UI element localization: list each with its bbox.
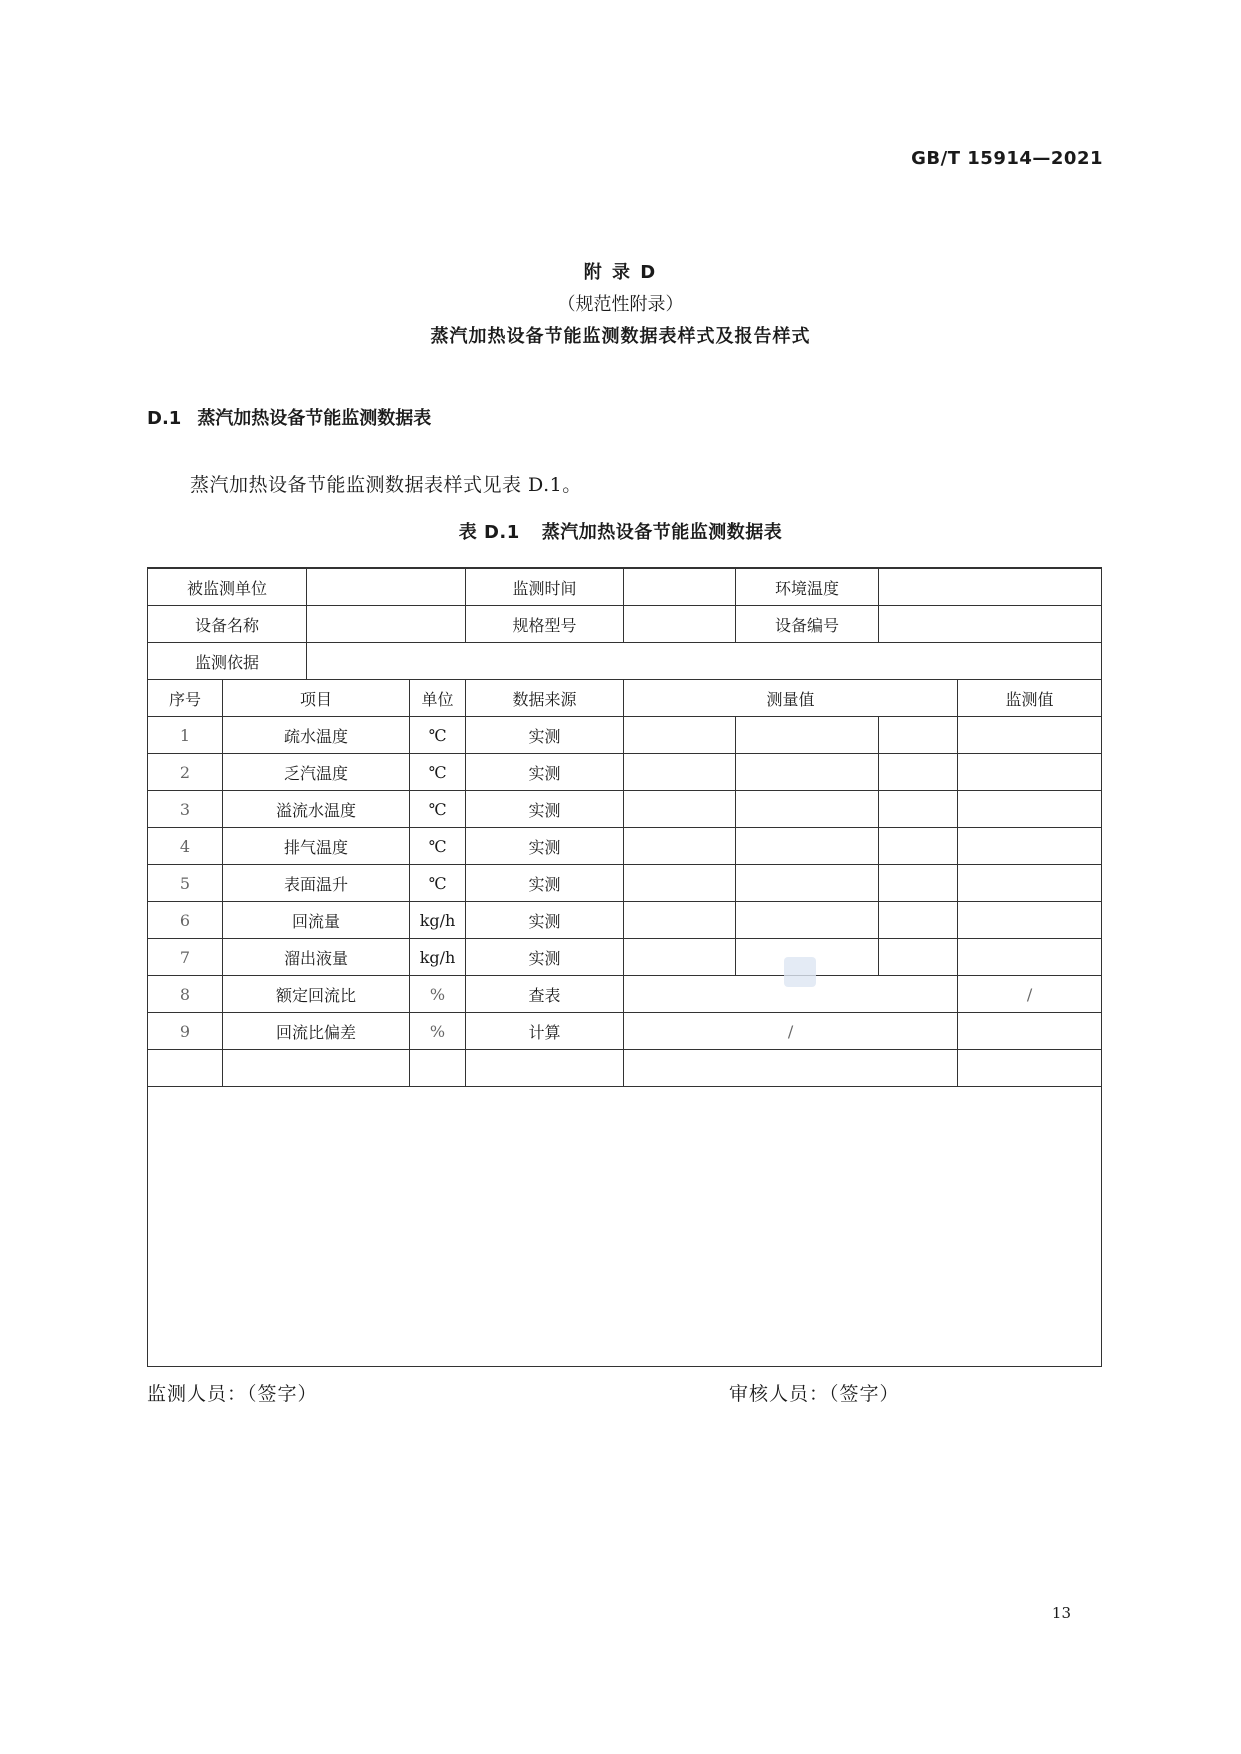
monitored-cell	[958, 865, 1102, 902]
row-seq: 4	[148, 828, 223, 865]
col-header-monitored: 监测值	[958, 680, 1102, 717]
measured-cell-1	[624, 939, 736, 976]
row-item: 乏汽温度	[223, 754, 410, 791]
measured-cell-3	[879, 791, 958, 828]
empty-cell	[624, 1050, 958, 1087]
measured-cell-1	[624, 717, 736, 754]
row-item: 回流量	[223, 902, 410, 939]
row-item: 溢流水温度	[223, 791, 410, 828]
table-row	[148, 1013, 1102, 1050]
table-caption	[0, 518, 1241, 544]
table-row	[148, 976, 1102, 1013]
row-unit: ℃	[410, 865, 466, 902]
row-unit: kg/h	[410, 902, 466, 939]
measured-merged-cell: /	[624, 1013, 958, 1050]
col-header-item: 项目	[223, 680, 410, 717]
label-model: 规格型号	[466, 606, 624, 643]
empty-cell	[958, 1050, 1102, 1087]
section-paragraph: 蒸汽加热设备节能监测数据表样式见表 D.1。	[190, 474, 582, 496]
table-row	[148, 902, 1102, 939]
row-item: 表面温升	[223, 865, 410, 902]
row-unit: %	[410, 976, 466, 1013]
table-caption-title: 蒸汽加热设备节能监测数据表	[541, 522, 783, 543]
row-unit: ℃	[410, 791, 466, 828]
row-unit: ℃	[410, 828, 466, 865]
value-device-no	[879, 606, 1102, 643]
col-header-seq: 序号	[148, 680, 223, 717]
col-header-unit: 单位	[410, 680, 466, 717]
row-source: 查表	[466, 976, 624, 1013]
measured-cell-3	[879, 939, 958, 976]
watermark-logo	[784, 957, 816, 987]
row-source: 实测	[466, 828, 624, 865]
page-number: 13	[1051, 1604, 1071, 1622]
label-basis: 监测依据	[148, 643, 307, 680]
standard-code: GB/T 15914—2021	[911, 148, 1103, 169]
value-monitored-unit	[307, 568, 466, 606]
row-unit: %	[410, 1013, 466, 1050]
measured-cell-2	[736, 791, 879, 828]
measured-cell-3	[879, 754, 958, 791]
monitor-signature: 监测人员：（签字）	[147, 1383, 318, 1405]
table-row	[148, 717, 1102, 754]
empty-cell	[148, 1050, 223, 1087]
monitored-cell: /	[958, 976, 1102, 1013]
value-model	[624, 606, 736, 643]
row-unit: kg/h	[410, 939, 466, 976]
value-basis	[307, 643, 1102, 680]
monitored-cell	[958, 717, 1102, 754]
row-seq: 8	[148, 976, 223, 1013]
table-row	[148, 939, 1102, 976]
table-row-empty	[148, 1050, 1102, 1087]
measured-cell-2	[736, 717, 879, 754]
measured-cell-1	[624, 865, 736, 902]
notes-area-row	[148, 1087, 1102, 1367]
row-item: 疏水温度	[223, 717, 410, 754]
table-row	[148, 865, 1102, 902]
row-item: 回流比偏差	[223, 1013, 410, 1050]
notes-area	[148, 1087, 1102, 1367]
measured-cell-3	[879, 717, 958, 754]
empty-cell	[466, 1050, 624, 1087]
row-seq: 5	[148, 865, 223, 902]
appendix-subtitle: （规范性附录）	[557, 294, 684, 315]
measured-cell-3	[879, 902, 958, 939]
row-item: 排气温度	[223, 828, 410, 865]
measured-cell-2	[736, 902, 879, 939]
row-seq: 3	[148, 791, 223, 828]
row-source: 计算	[466, 1013, 624, 1050]
table-row	[148, 828, 1102, 865]
label-device-name: 设备名称	[148, 606, 307, 643]
measured-cell-1	[624, 828, 736, 865]
table-row	[148, 791, 1102, 828]
value-env-temp	[879, 568, 1102, 606]
monitored-cell	[958, 791, 1102, 828]
info-row-3	[148, 643, 1102, 680]
row-source: 实测	[466, 902, 624, 939]
row-seq: 9	[148, 1013, 223, 1050]
monitored-cell	[958, 1013, 1102, 1050]
table-row	[148, 754, 1102, 791]
monitored-cell	[958, 828, 1102, 865]
value-device-name	[307, 606, 466, 643]
row-source: 实测	[466, 717, 624, 754]
row-source: 实测	[466, 939, 624, 976]
monitored-cell	[958, 754, 1102, 791]
monitored-cell	[958, 939, 1102, 976]
section-title: 蒸汽加热设备节能监测数据表	[197, 408, 432, 429]
row-unit: ℃	[410, 754, 466, 791]
measured-cell-1	[624, 902, 736, 939]
section-heading	[147, 404, 431, 430]
monitored-cell	[958, 902, 1102, 939]
row-item: 溜出液量	[223, 939, 410, 976]
empty-cell	[410, 1050, 466, 1087]
col-header-source: 数据来源	[466, 680, 624, 717]
label-env-temp: 环境温度	[736, 568, 879, 606]
measured-cell-1	[624, 754, 736, 791]
row-seq: 6	[148, 902, 223, 939]
info-row-1	[148, 568, 1102, 606]
measured-cell-2	[736, 828, 879, 865]
row-source: 实测	[466, 791, 624, 828]
info-row-2	[148, 606, 1102, 643]
measured-cell-2	[736, 865, 879, 902]
section-number: D.1	[147, 408, 182, 429]
measured-cell-3	[879, 865, 958, 902]
measured-cell-2	[736, 754, 879, 791]
label-monitor-time: 监测时间	[466, 568, 624, 606]
value-monitor-time	[624, 568, 736, 606]
row-seq: 1	[148, 717, 223, 754]
row-source: 实测	[466, 754, 624, 791]
col-header-measured: 测量值	[624, 680, 958, 717]
row-source: 实测	[466, 865, 624, 902]
table-caption-number: 表 D.1	[458, 522, 520, 543]
row-unit: ℃	[410, 717, 466, 754]
row-item: 额定回流比	[223, 976, 410, 1013]
row-seq: 2	[148, 754, 223, 791]
measured-cell-3	[879, 828, 958, 865]
monitoring-data-table-grid	[147, 567, 1102, 1367]
empty-cell	[223, 1050, 410, 1087]
row-seq: 7	[148, 939, 223, 976]
appendix-title: 蒸汽加热设备节能监测数据表样式及报告样式	[430, 326, 811, 347]
column-header-row	[148, 680, 1102, 717]
reviewer-signature: 审核人员：（签字）	[729, 1383, 900, 1405]
label-monitored-unit: 被监测单位	[148, 568, 307, 606]
label-device-no: 设备编号	[736, 606, 879, 643]
measured-cell-1	[624, 791, 736, 828]
appendix-label: 附 录 D	[583, 262, 658, 283]
